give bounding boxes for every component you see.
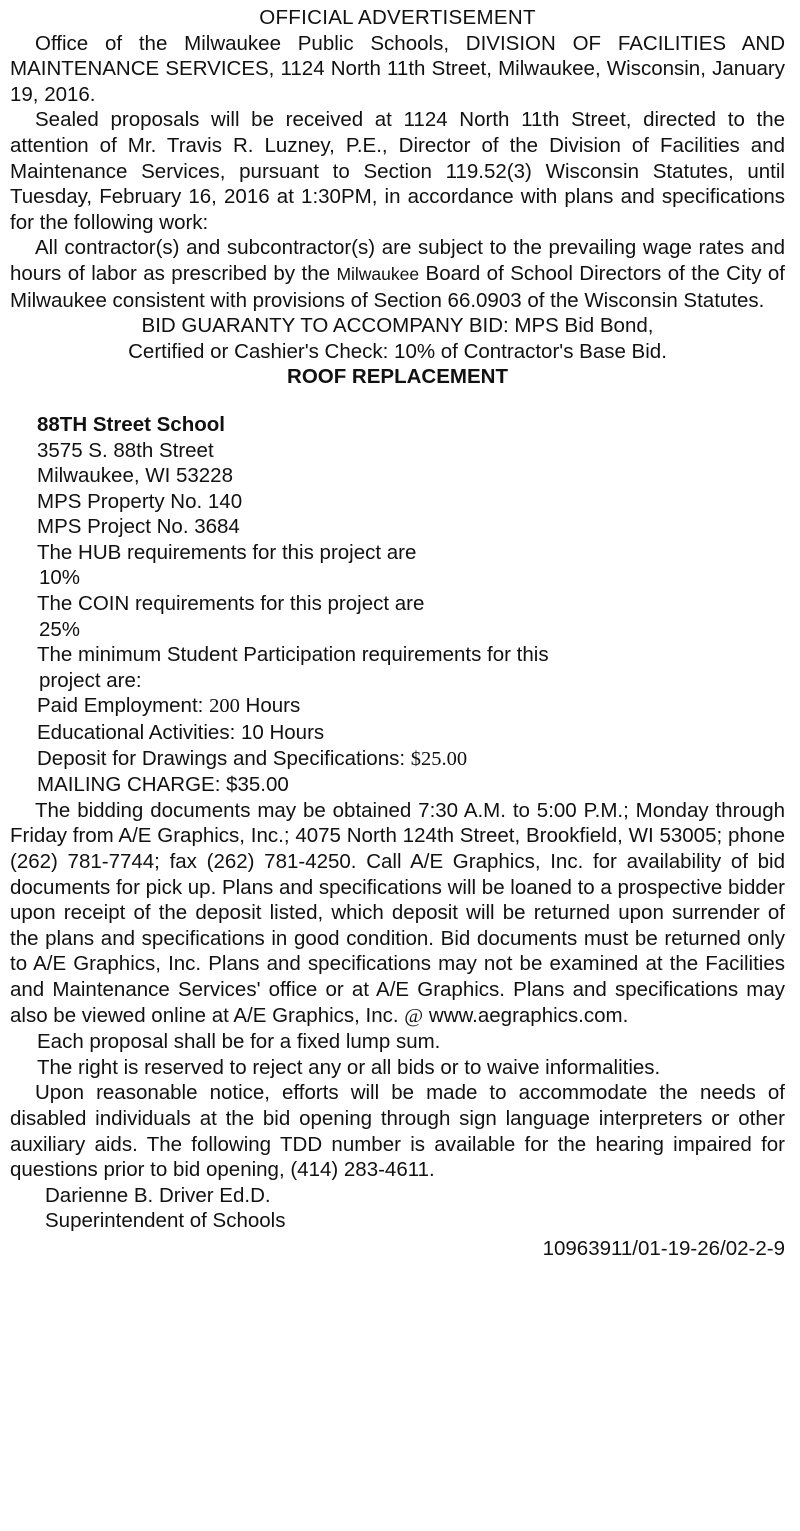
ad-title: OFFICIAL ADVERTISEMENT — [259, 6, 536, 29]
paid-label: Paid Employment: — [37, 694, 204, 718]
reference-number: 10963911/01-19-26/02-2-9 — [542, 1236, 785, 1260]
deposit — [37, 746, 785, 773]
deposit-value: $25.00 — [410, 747, 468, 770]
wages-milwaukee: Milwaukee — [336, 263, 420, 284]
project-details — [37, 412, 785, 798]
advertisement — [10, 5, 785, 1262]
wages-lead: All contractor(s) and subcontractor(s) are subject to the prevailing wage rates and hours of labor as prescribed by the — [10, 236, 785, 285]
documents-text: The bidding documents may be obtained 7:30 A.M. to 5:00 P.M.; Monday through Friday from A/E Graphics, Inc.; 4075 North 124th Street, Brookfield, WI 53005; phone (262) 781-7744; fax (262) 781-4250. Call A/E Graphics, Inc. for availability of bid documents for pick up. Plans and specifications will be loaned to a prospective bidder upon receipt of the deposit listed, which deposit will be returned upon surrender of the plans and specifications in good condition. Bid documents must be returned only to A/E Graphics, Inc. Plans and specifications may not be examined at the Facilities and Maintenance Services' office or at A/E Graphics. Plans and specifications may also be viewed online at A/E Graphics, Inc. — [10, 798, 785, 1027]
project-number: MPS Project No. 3684 — [37, 515, 240, 539]
coin-value: 25% — [39, 617, 81, 641]
hub-value: 10% — [39, 566, 81, 590]
work-title: ROOF REPLACEMENT — [287, 365, 508, 389]
wages-paragraph — [10, 235, 785, 313]
proposals-paragraph: Sealed proposals will be received at 1124 North 11th Street, directed to the attention of Mr. Travis R. Luzney, P.E., Director of the Division of Facilities and Maintenance Services, pursuant to Section 119.52(3) Wisconsin Statutes, until Tuesday, February 16, 2016 at 1:30PM, in accordance with plans and specifications for the following work: — [10, 108, 785, 234]
deposit-label: Deposit for Drawings and Specifications: — [37, 746, 406, 770]
paid-value: 200 — [209, 695, 240, 718]
paid-employment — [37, 693, 785, 720]
project-address-1: 3575 S. 88th Street — [37, 438, 214, 462]
educational-activities: Educational Activities: 10 Hours — [37, 721, 325, 745]
reserved-line: The right is reserved to reject any or all bids or to waive informalities. — [37, 1055, 661, 1079]
at-symbol: @ — [404, 1004, 424, 1027]
signatory-title: Superintendent of Schools — [45, 1209, 286, 1233]
wages-tail: Board of School Directors of the City of Milwaukee consistent with provisions of Section 66.0903 of the Wisconsin Statutes. — [10, 261, 785, 312]
accommodation-paragraph: Upon reasonable notice, efforts will be made to accommodate the needs of disabled individuals at the bid opening through sign language interpreters or other auxiliary aids. The following TDD number is available for the hearing impaired for questions prior to bid opening, (414) 283-4611. — [10, 1081, 785, 1182]
paid-unit: Hours — [245, 694, 301, 718]
student-label: The minimum Student Participation requirements for this — [37, 643, 549, 667]
hub-label: The HUB requirements for this project are — [37, 540, 417, 564]
website-link: www.aegraphics.com. — [428, 1003, 629, 1027]
student-label-2: project are: — [39, 668, 142, 692]
signatory-name: Darienne B. Driver Ed.D. — [45, 1183, 271, 1207]
lump-sum-line: Each proposal shall be for a fixed lump sum. — [37, 1030, 441, 1054]
property-number: MPS Property No. 140 — [37, 489, 243, 513]
project-name: 88TH Street School — [37, 412, 225, 436]
coin-label: The COIN requirements for this project are — [37, 592, 425, 616]
guaranty-line-2: Certified or Cashier's Check: 10% of Contractor's Base Bid. — [128, 339, 667, 363]
project-address-2: Milwaukee, WI 53228 — [37, 464, 233, 488]
documents-paragraph — [10, 798, 785, 1029]
guaranty-line-1: BID GUARANTY TO ACCOMPANY BID: MPS Bid Bond, — [141, 314, 654, 338]
intro-paragraph: Office of the Milwaukee Public Schools, DIVISION OF FACILITIES AND MAINTENANCE SERVICES, 1124 North 11th Street, Milwaukee, Wisconsin, January 19, 2016. — [10, 31, 785, 106]
mailing-charge: MAILING CHARGE: $35.00 — [37, 773, 289, 797]
